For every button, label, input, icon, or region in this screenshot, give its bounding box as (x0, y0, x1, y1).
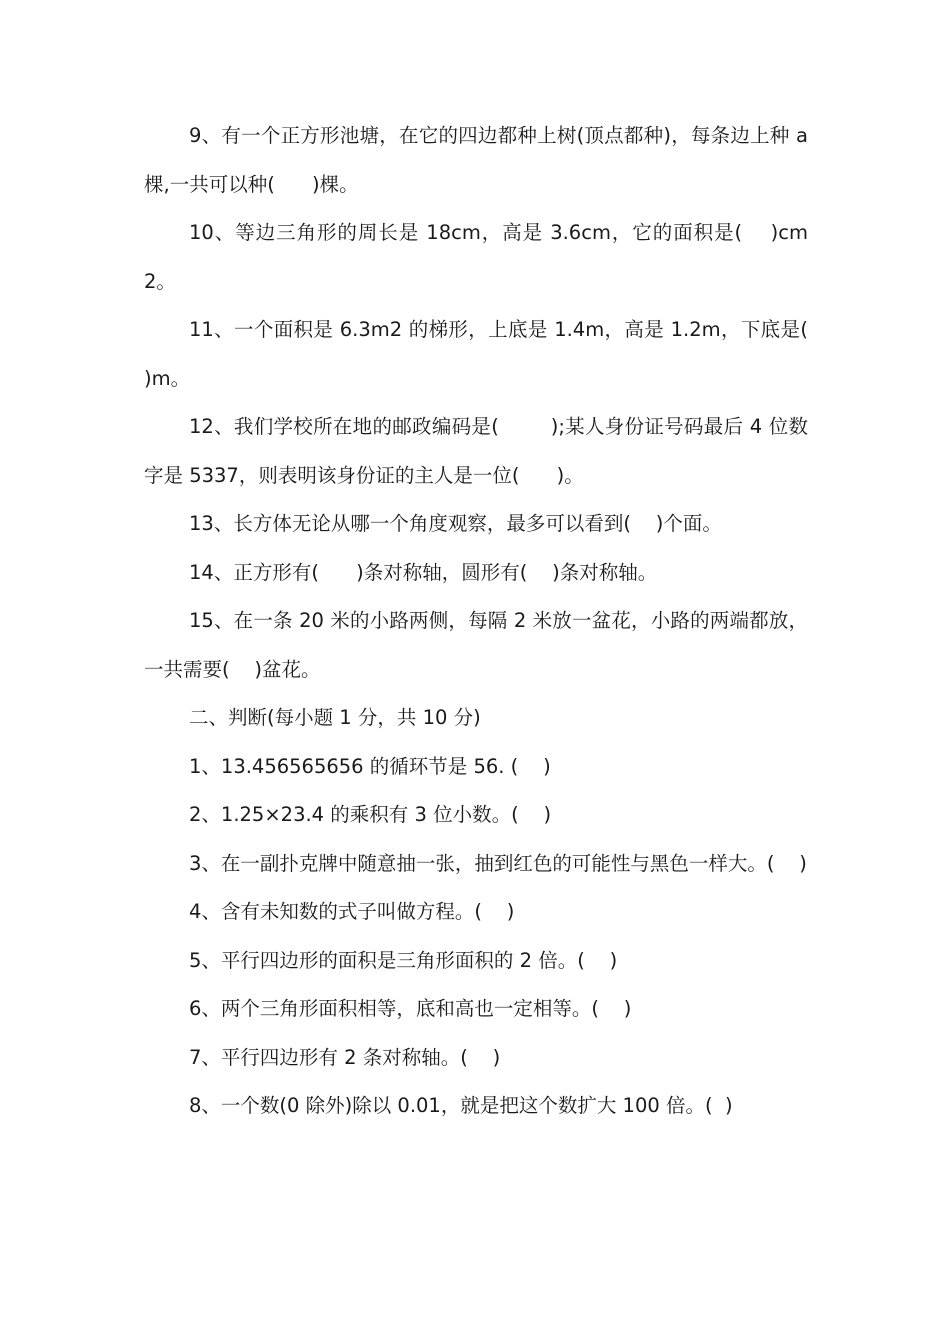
section-heading-judgment: 二、判断(每小题 1 分，共 10 分) (189, 706, 481, 729)
question-fill-10: 10、等边三角形的周长是 18cm，高是 3.6cm，它的面积是( )cm2。 (144, 221, 808, 293)
question-judge-5: 5、平行四边形的面积是三角形面积的 2 倍。( ) (189, 948, 618, 972)
question-fill-9: 9、有一个正方形池塘，在它的四边都种上树(顶点都种)，每条边上种 a 棵,一共可以种( )棵。 (144, 124, 815, 196)
question-judge-7: 7、平行四边形有 2 条对称轴。( ) (189, 1045, 501, 1069)
question-judge-3: 3、在一副扑克牌中随意抽一张，抽到红色的可能性与黑色一样大。( ) (189, 851, 807, 875)
question-fill-14: 14、正方形有( )条对称轴，圆形有( )条对称轴。 (189, 560, 658, 584)
question-judge-1: 1、13.456565656 的循环节是 56. ( ) (189, 754, 551, 778)
document-body (144, 112, 833, 1131)
question-judge-4: 4、含有未知数的式子叫做方程。( ) (189, 900, 515, 923)
question-fill-12: 12、我们学校所在地的邮政编码是( );某人身份证号码最后 4 位数字是 5337，则表明该身份证的主人是一位( )。 (144, 415, 808, 487)
question-judge-6: 6、两个三角形面积相等，底和高也一定相等。( ) (189, 997, 632, 1020)
question-fill-13: 13、长方体无论从哪一个角度观察，最多可以看到( )个面。 (189, 512, 722, 535)
question-judge-8: 8、一个数(0 除外)除以 0.01，就是把这个数扩大 100 倍。( ) (189, 1094, 733, 1117)
question-fill-11: 11、一个面积是 6.3m2 的梯形，上底是 1.4m，高是 1.2m，下底是( )m。 (144, 318, 833, 390)
question-fill-15: 15、在一条 20 米的小路两侧，每隔 2 米放一盆花，小路的两端都放，一共需要( )盆花。 (144, 609, 808, 681)
question-judge-2: 2、1.25×23.4 的乘积有 3 位小数。( ) (189, 803, 552, 826)
